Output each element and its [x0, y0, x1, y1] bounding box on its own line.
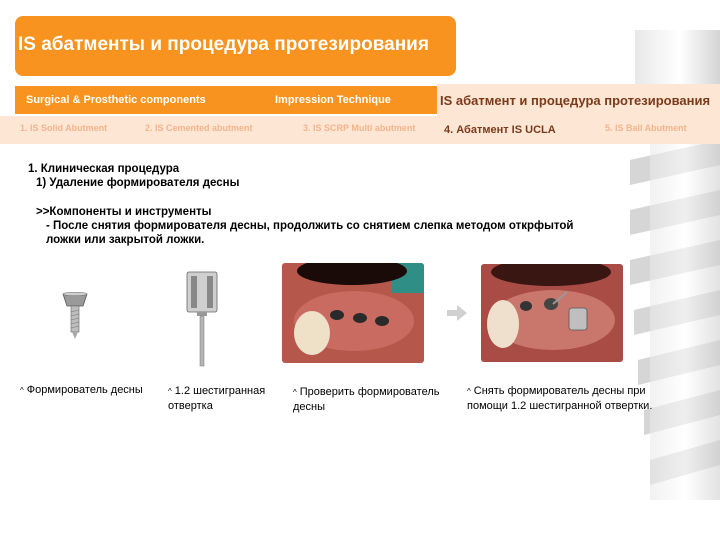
caption-hex-driver: ^ 1.2 шестигранная отвертка: [168, 385, 266, 412]
nav-impression-technique[interactable]: Impression Technique: [275, 94, 391, 106]
caption-remove-abutment: ^ Снять формирователь десны при помощи 1.2 шестигранной отвертки.: [467, 385, 653, 412]
subnav-item-ball[interactable]: 5. IS Ball Abutment: [605, 123, 687, 133]
clinical-photo-removing-abutment: [481, 264, 623, 362]
caret-icon: ^: [168, 387, 172, 396]
nav-surgical-prosthetic[interactable]: Surgical & Prosthetic components: [26, 94, 206, 106]
caret-icon: ^: [20, 386, 24, 395]
healing-abutment-image: [62, 292, 88, 342]
procedure-heading: 1. Клиническая процедура: [28, 163, 180, 175]
instruction-text-1: - После снятия формирователя десны, продолжить со снятием слепка методом открфытой: [46, 220, 574, 232]
page-title: IS абатменты и процедура протезирования: [18, 34, 429, 55]
procedure-step: 1) Удаление формирователя десны: [36, 177, 240, 189]
section-title: IS абатмент и процедура протезирования: [440, 93, 711, 108]
arrow-right-icon: [447, 305, 467, 321]
hex-driver-image: [183, 270, 221, 370]
instruction-text-2: ложки или закрытой ложки.: [46, 234, 205, 246]
caret-icon: ^: [293, 388, 297, 397]
subnav-item-scrp[interactable]: 3. IS SCRP Multi abutment: [303, 123, 416, 133]
caption-check-abutment: ^ Проверить формирователь десны: [293, 386, 440, 413]
components-heading: >>Компоненты и инструменты: [36, 206, 212, 218]
subnav-item-ucla[interactable]: 4. Абатмент IS UCLA: [444, 124, 556, 136]
caret-icon: ^: [467, 387, 471, 396]
subnav-item-solid[interactable]: 1. IS Solid Abutment: [20, 123, 108, 133]
caption-healing-abutment: ^ Формирователь десны: [20, 384, 143, 396]
subnav-item-cemented[interactable]: 2. IS Cemented abutment: [145, 123, 253, 133]
clinical-photo-healing-abutments: [282, 263, 424, 363]
